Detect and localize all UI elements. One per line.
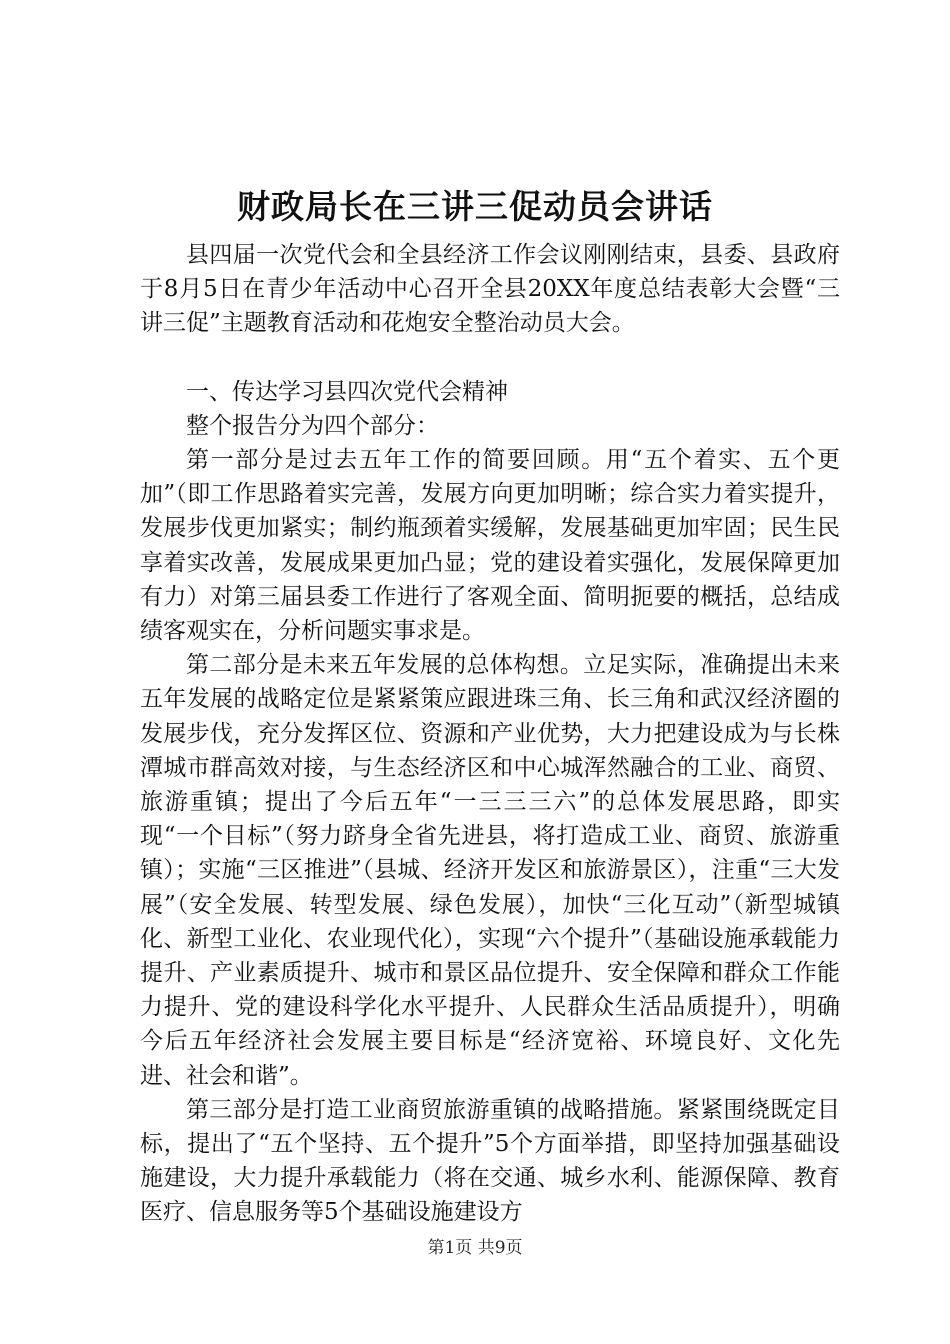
part1-paragraph: 第一部分是过去五年工作的简要回顾。用“五个着实、五个更加”（即工作思路着实完善，发展方向更加明晰；综合实力着实提升，发展步伐更加紧实；制约瓶颈着实缓解，发展基础更加牢固；民生民享着实改善，发展成果更加凸显；党的建设着实强化，发展保障更加有力）对第三届县委工作进行了客观全面、简明扼要的概括，总结成绩客观实在，分析问题实事求是。 bbox=[140, 447, 840, 645]
paragraph-spacer bbox=[140, 341, 840, 375]
overview-paragraph: 整个报告分为四个部分： bbox=[186, 412, 439, 439]
document-title: 财政局长在三讲三促动员会讲话 bbox=[237, 187, 713, 226]
intro-paragraph: 县四届一次党代会和全县经济工作会议刚刚结束，县委、县政府于8月5日在青少年活动中心召开全县20XX年度总结表彰大会暨“三讲三促”主题教育活动和花炮安全整治动员大会。 bbox=[140, 242, 840, 337]
section-heading: 一、传达学习县四次党代会精神 bbox=[186, 378, 508, 405]
part3-paragraph: 第三部分是打造工业商贸旅游重镇的战略措施。紧紧围绕既定目标，提出了“五个坚持、五个提升”5个方面举措，即坚持加强基础设施建设，大力提升承载能力（将在交通、城乡水利、能源保障、教育医疗、信息服务等5个基础设施建设方 bbox=[140, 1096, 840, 1226]
document-body bbox=[140, 238, 840, 1230]
page-number-footer: 第1页 共9页 bbox=[427, 1238, 523, 1258]
part2-paragraph: 第二部分是未来五年发展的总体构想。立足实际，准确提出未来五年发展的战略定位是紧紧策应跟进珠三角、长三角和武汉经济圈的发展步伐，充分发挥区位、资源和产业优势，大力把建设成为与长株潭城市群高效对接，与生态经济区和中心城浑然融合的工业、商贸、旅游重镇；提出了今后五年“一三三三六”的总体发展思路，即实现“一个目标”（努力跻身全省先进县，将打造成工业、商贸、旅游重镇）；实施“三区推进”（县城、经济开发区和旅游景区），注重“三大发展”（安全发展、转型发展、绿色发展），加快“三化互动”（新型城镇化、新型工业化、农业现代化），实现“六个提升”（基础设施承载能力提升、产业素质提升、城市和景区品位提升、安全保障和群众工作能力提升、党的建设科学化水平提升、人民群众生活品质提升），明确今后五年经济社会发展主要目标是“经济宽裕、环境良好、文化先进、社会和谐”。 bbox=[140, 652, 840, 1089]
